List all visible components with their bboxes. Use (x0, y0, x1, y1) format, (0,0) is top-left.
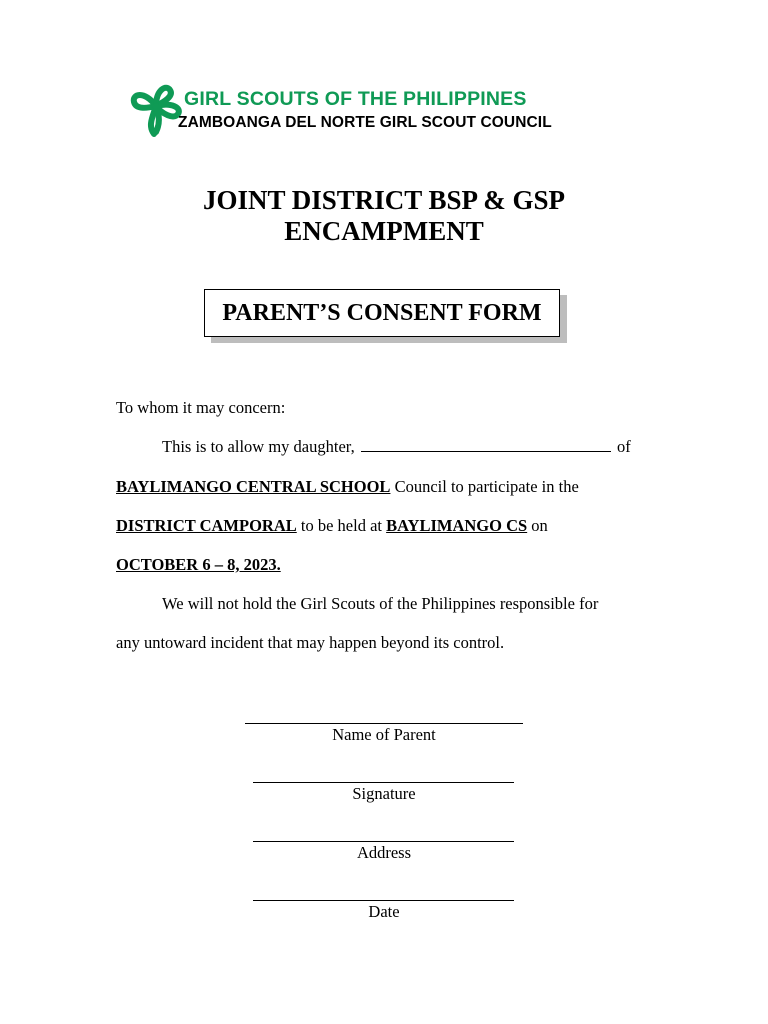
venue-name: BAYLIMANGO CS (386, 516, 528, 535)
consent-text-held-at: to be held at (300, 516, 382, 535)
consent-line-3 (116, 516, 548, 536)
event-title-line-1: JOINT DISTRICT BSP & GSP (202, 185, 566, 215)
parent-name-line[interactable] (245, 723, 523, 724)
salutation: To whom it may concern: (116, 398, 286, 417)
form-title: PARENT’S CONSENT FORM (222, 299, 542, 326)
event-date: OCTOBER 6 – 8, 2023. (116, 555, 281, 574)
consent-line-4 (116, 555, 281, 575)
date-label: Date (368, 902, 400, 921)
consent-text-on: on (531, 516, 548, 535)
signature-line[interactable] (253, 782, 514, 783)
consent-line-1 (162, 437, 631, 457)
consent-text-council: Council to participate in the (394, 477, 579, 496)
organization-name: GIRL SCOUTS OF THE PHILIPPINES (184, 88, 527, 110)
address-line[interactable] (253, 841, 514, 842)
council-name: ZAMBOANGA DEL NORTE GIRL SCOUT COUNCIL (178, 114, 552, 131)
disclaimer-line-1: We will not hold the Girl Scouts of the Philippines responsible for (162, 594, 599, 613)
school-name: BAYLIMANGO CENTRAL SCHOOL (116, 477, 391, 496)
form-title-box (204, 289, 560, 337)
disclaimer-line-2: any untoward incident that may happen beyond its control. (116, 633, 505, 652)
consent-text-of: of (616, 437, 631, 456)
daughter-name-field[interactable] (361, 450, 611, 452)
event-title (0, 185, 768, 247)
address-label: Address (356, 843, 412, 862)
signature-label: Signature (352, 784, 416, 803)
parent-name-label: Name of Parent (332, 725, 436, 744)
consent-line-2 (116, 477, 579, 497)
event-name: DISTRICT CAMPORAL (116, 516, 297, 535)
consent-text-intro: This is to allow my daughter, (162, 437, 355, 456)
date-line[interactable] (253, 900, 514, 901)
event-title-line-2: ENCAMPMENT (284, 216, 484, 246)
